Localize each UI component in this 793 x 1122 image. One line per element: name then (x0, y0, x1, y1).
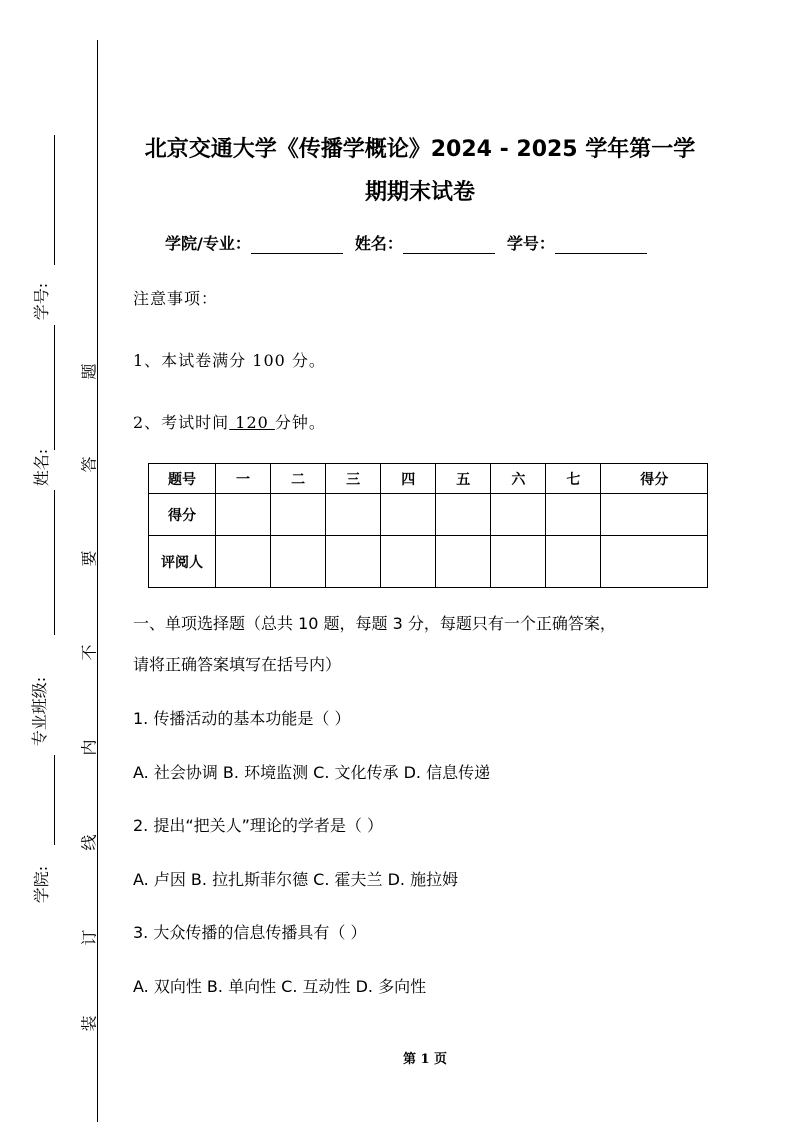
field-line (54, 325, 55, 450)
field-line (54, 755, 55, 845)
grader-cell[interactable] (381, 536, 436, 588)
question-options: A. 社会协调 B. 环境监测 C. 文化传承 D. 信息传递 (133, 763, 491, 782)
name-label: 姓名： (354, 234, 403, 253)
exam-duration: 120 (229, 413, 275, 432)
score-header: 六 (491, 464, 546, 494)
grader-cell[interactable] (601, 536, 708, 588)
margin-warning-char: 装 (79, 1015, 99, 1032)
grader-cell[interactable] (436, 536, 491, 588)
question: 1. 传播活动的基本功能是（ ） (133, 709, 351, 728)
question: 3. 大众传播的信息传播具有（ ） (133, 923, 367, 942)
college-label: 学院/专业： (165, 234, 251, 253)
margin-warning-char: 不 (79, 644, 99, 661)
margin-field-college: 学院: (32, 865, 52, 904)
name-blank[interactable] (403, 237, 495, 254)
score-header: 三 (326, 464, 381, 494)
student-info-row (165, 231, 659, 254)
score-header: 五 (436, 464, 491, 494)
score-cell[interactable] (491, 494, 546, 536)
margin-warning-char: 要 (79, 550, 99, 567)
id-label: 学号： (506, 234, 555, 253)
exam-title-line1: 北京交通大学《传播学概论》2024 - 2025 学年第一学 (144, 137, 696, 162)
field-line (54, 490, 55, 635)
score-table (148, 463, 708, 588)
score-cell[interactable] (546, 494, 601, 536)
note-text: 2、考试时间 (133, 413, 230, 432)
question: 2. 提出“把关人”理论的学者是（ ） (133, 816, 384, 835)
margin-field-name: 姓名: (32, 448, 52, 487)
margin-warning-char: 内 (79, 739, 99, 756)
row-label: 得分 (149, 494, 216, 536)
note-text: 分钟。 (274, 413, 326, 432)
grader-cell[interactable] (271, 536, 326, 588)
id-blank[interactable] (555, 237, 647, 254)
margin-field-class: 专业班级: (30, 676, 50, 747)
score-cell[interactable] (436, 494, 491, 536)
margin-warning-char: 答 (79, 456, 99, 473)
grader-cell[interactable] (216, 536, 271, 588)
question-options: A. 双向性 B. 单向性 C. 互动性 D. 多向性 (133, 977, 427, 996)
score-cell[interactable] (216, 494, 271, 536)
margin-warning-char: 线 (79, 834, 99, 851)
grader-cell[interactable] (546, 536, 601, 588)
score-header: 七 (546, 464, 601, 494)
section1-heading: 一、单项选择题（总共 10 题，每题 3 分，每题只有一个正确答案， (133, 614, 616, 633)
notes-heading: 注意事项： (133, 289, 219, 308)
grader-cell[interactable] (491, 536, 546, 588)
exam-title-line2: 期期末试卷 (364, 180, 475, 205)
margin-field-student-id: 学号: (32, 282, 52, 321)
margin-warning-char: 订 (79, 929, 99, 946)
college-blank[interactable] (251, 237, 343, 254)
row-label: 评阅人 (149, 536, 216, 588)
score-cell[interactable] (601, 494, 708, 536)
binding-line (97, 40, 98, 1122)
score-header: 得分 (601, 464, 708, 494)
field-line (54, 135, 55, 265)
page-number: 第 1 页 (402, 1052, 448, 1067)
section1-heading-cont: 请将正确答案填写在括号内） (133, 655, 342, 674)
score-header: 题号 (149, 464, 216, 494)
question-options: A. 卢因 B. 拉扎斯菲尔德 C. 霍夫兰 D. 施拉姆 (133, 870, 459, 889)
grader-cell[interactable] (326, 536, 381, 588)
note-item (133, 410, 326, 433)
score-cell[interactable] (381, 494, 436, 536)
score-header: 二 (271, 464, 326, 494)
score-cell[interactable] (326, 494, 381, 536)
score-cell[interactable] (271, 494, 326, 536)
margin-warning-char: 题 (79, 363, 99, 380)
note-item: 1、本试卷满分 100 分。 (133, 351, 326, 370)
score-header: 一 (216, 464, 271, 494)
score-header: 四 (381, 464, 436, 494)
